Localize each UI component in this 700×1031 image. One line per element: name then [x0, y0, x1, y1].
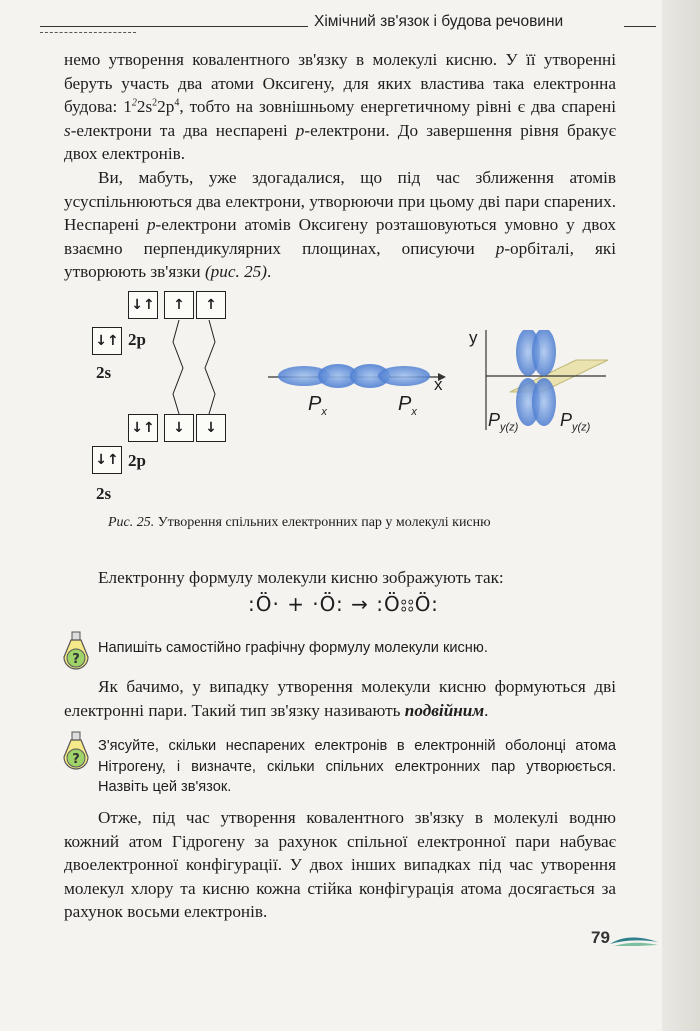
paragraph-1: немо утворення ковалентного зв'язку в молекулі кисню. У її утворенні беруть участь два атоми Оксигену, для яких властива така електронна будова: $1^22s^22p^4$, тобто на зовнішньому енергетичному рівні є два спарені s-електрони та два неспарені p-електрони. До завершення рівня бракує двох електронів. [64, 50, 616, 164]
orbital-cell-2s-top: ↓↑ [92, 327, 122, 355]
question-flask-icon [61, 631, 91, 671]
axis-y-label: y [469, 328, 478, 347]
label-py-left: $P_{y(z)}$ [488, 410, 519, 434]
header-dash [40, 32, 136, 33]
orbital-cell-2p-1: ↓↑ [128, 291, 158, 319]
page-number: 79 [591, 928, 610, 947]
page-number-swoosh [608, 930, 660, 948]
paragraph-3: Електронну формулу молекули кисню зображують так: [98, 568, 504, 587]
orbital-cell-2p-b2: ↓ [164, 414, 194, 442]
header-rule [40, 26, 308, 27]
zigzag-connectors [165, 320, 227, 415]
figure-caption: Рис. 25. Утворення спільних електронних пар у молекулі кисню [108, 515, 491, 530]
orbital-cell-2p-b3: ↓ [196, 414, 226, 442]
paragraph-4: Як бачимо, у випадку утворення молекули кисню формуються дві електронні пари. Такий тип зв'язку називають подвійним. [64, 677, 616, 720]
px-orbital-overlap [262, 350, 462, 420]
question-flask-icon-2 [61, 731, 91, 771]
label-px-right: $P_x$ [398, 393, 417, 418]
paragraph-5: Отже, під час утворення ковалентного зв'язку в молекулі водню кожний атом Гідрогену за рахунок спільної електронної пари набуває двоелектронної конфігурації. У двох інших випадках під час утворення молекул хлору та кисню кожна стійка конфігурація атома досягається за рахунок восьми електронів. [64, 808, 616, 922]
task-1: Напишіть самостійно графічну формулу молекули кисню. [98, 640, 488, 656]
task-2: З'ясуйте, скільки неспарених електронів в електронній оболонці атома Нітрогену, і визначте, скільки спільних електронних пар утворюється. Назвіть цей зв'язок. [98, 738, 616, 795]
orbital-cell-2p-b1: ↓↑ [128, 414, 158, 442]
orbital-cell-2s-bottom: ↓↑ [92, 446, 122, 474]
running-header: Хімічний зв'язок і будова речовини [314, 13, 564, 30]
label-2s-bottom: 2s [96, 484, 112, 503]
label-2p-top: 2p [128, 330, 146, 349]
label-py-right: $P_{y(z)}$ [560, 410, 591, 434]
electron-formula: :Ö· + ·Ö: → :Ö⦂⦂Ö: [248, 592, 439, 616]
svg-text:?: ? [72, 652, 80, 667]
paragraph-2: Ви, мабуть, уже здогадалися, що під час зближення атомів усуспільнюються два електрони, утворюючи при цьому дві пари спарених. Неспарені p-електрони атомів Оксигену розташовуються умовно у двох взаємно перпендикулярних площинах, описуючи p-орбіталі, які утворюють зв'язки (рис. 25). [64, 168, 616, 282]
page-edge [662, 0, 700, 1031]
label-px-left: $P_x$ [308, 393, 327, 418]
svg-text:?: ? [72, 752, 80, 767]
header-rule-right [624, 26, 656, 27]
axis-x-label: x [434, 375, 443, 394]
label-2s-top: 2s [96, 363, 112, 382]
orbital-cell-2p-2: ↑ [164, 291, 194, 319]
label-2p-bottom: 2p [128, 451, 146, 470]
orbital-cell-2p-3: ↑ [196, 291, 226, 319]
